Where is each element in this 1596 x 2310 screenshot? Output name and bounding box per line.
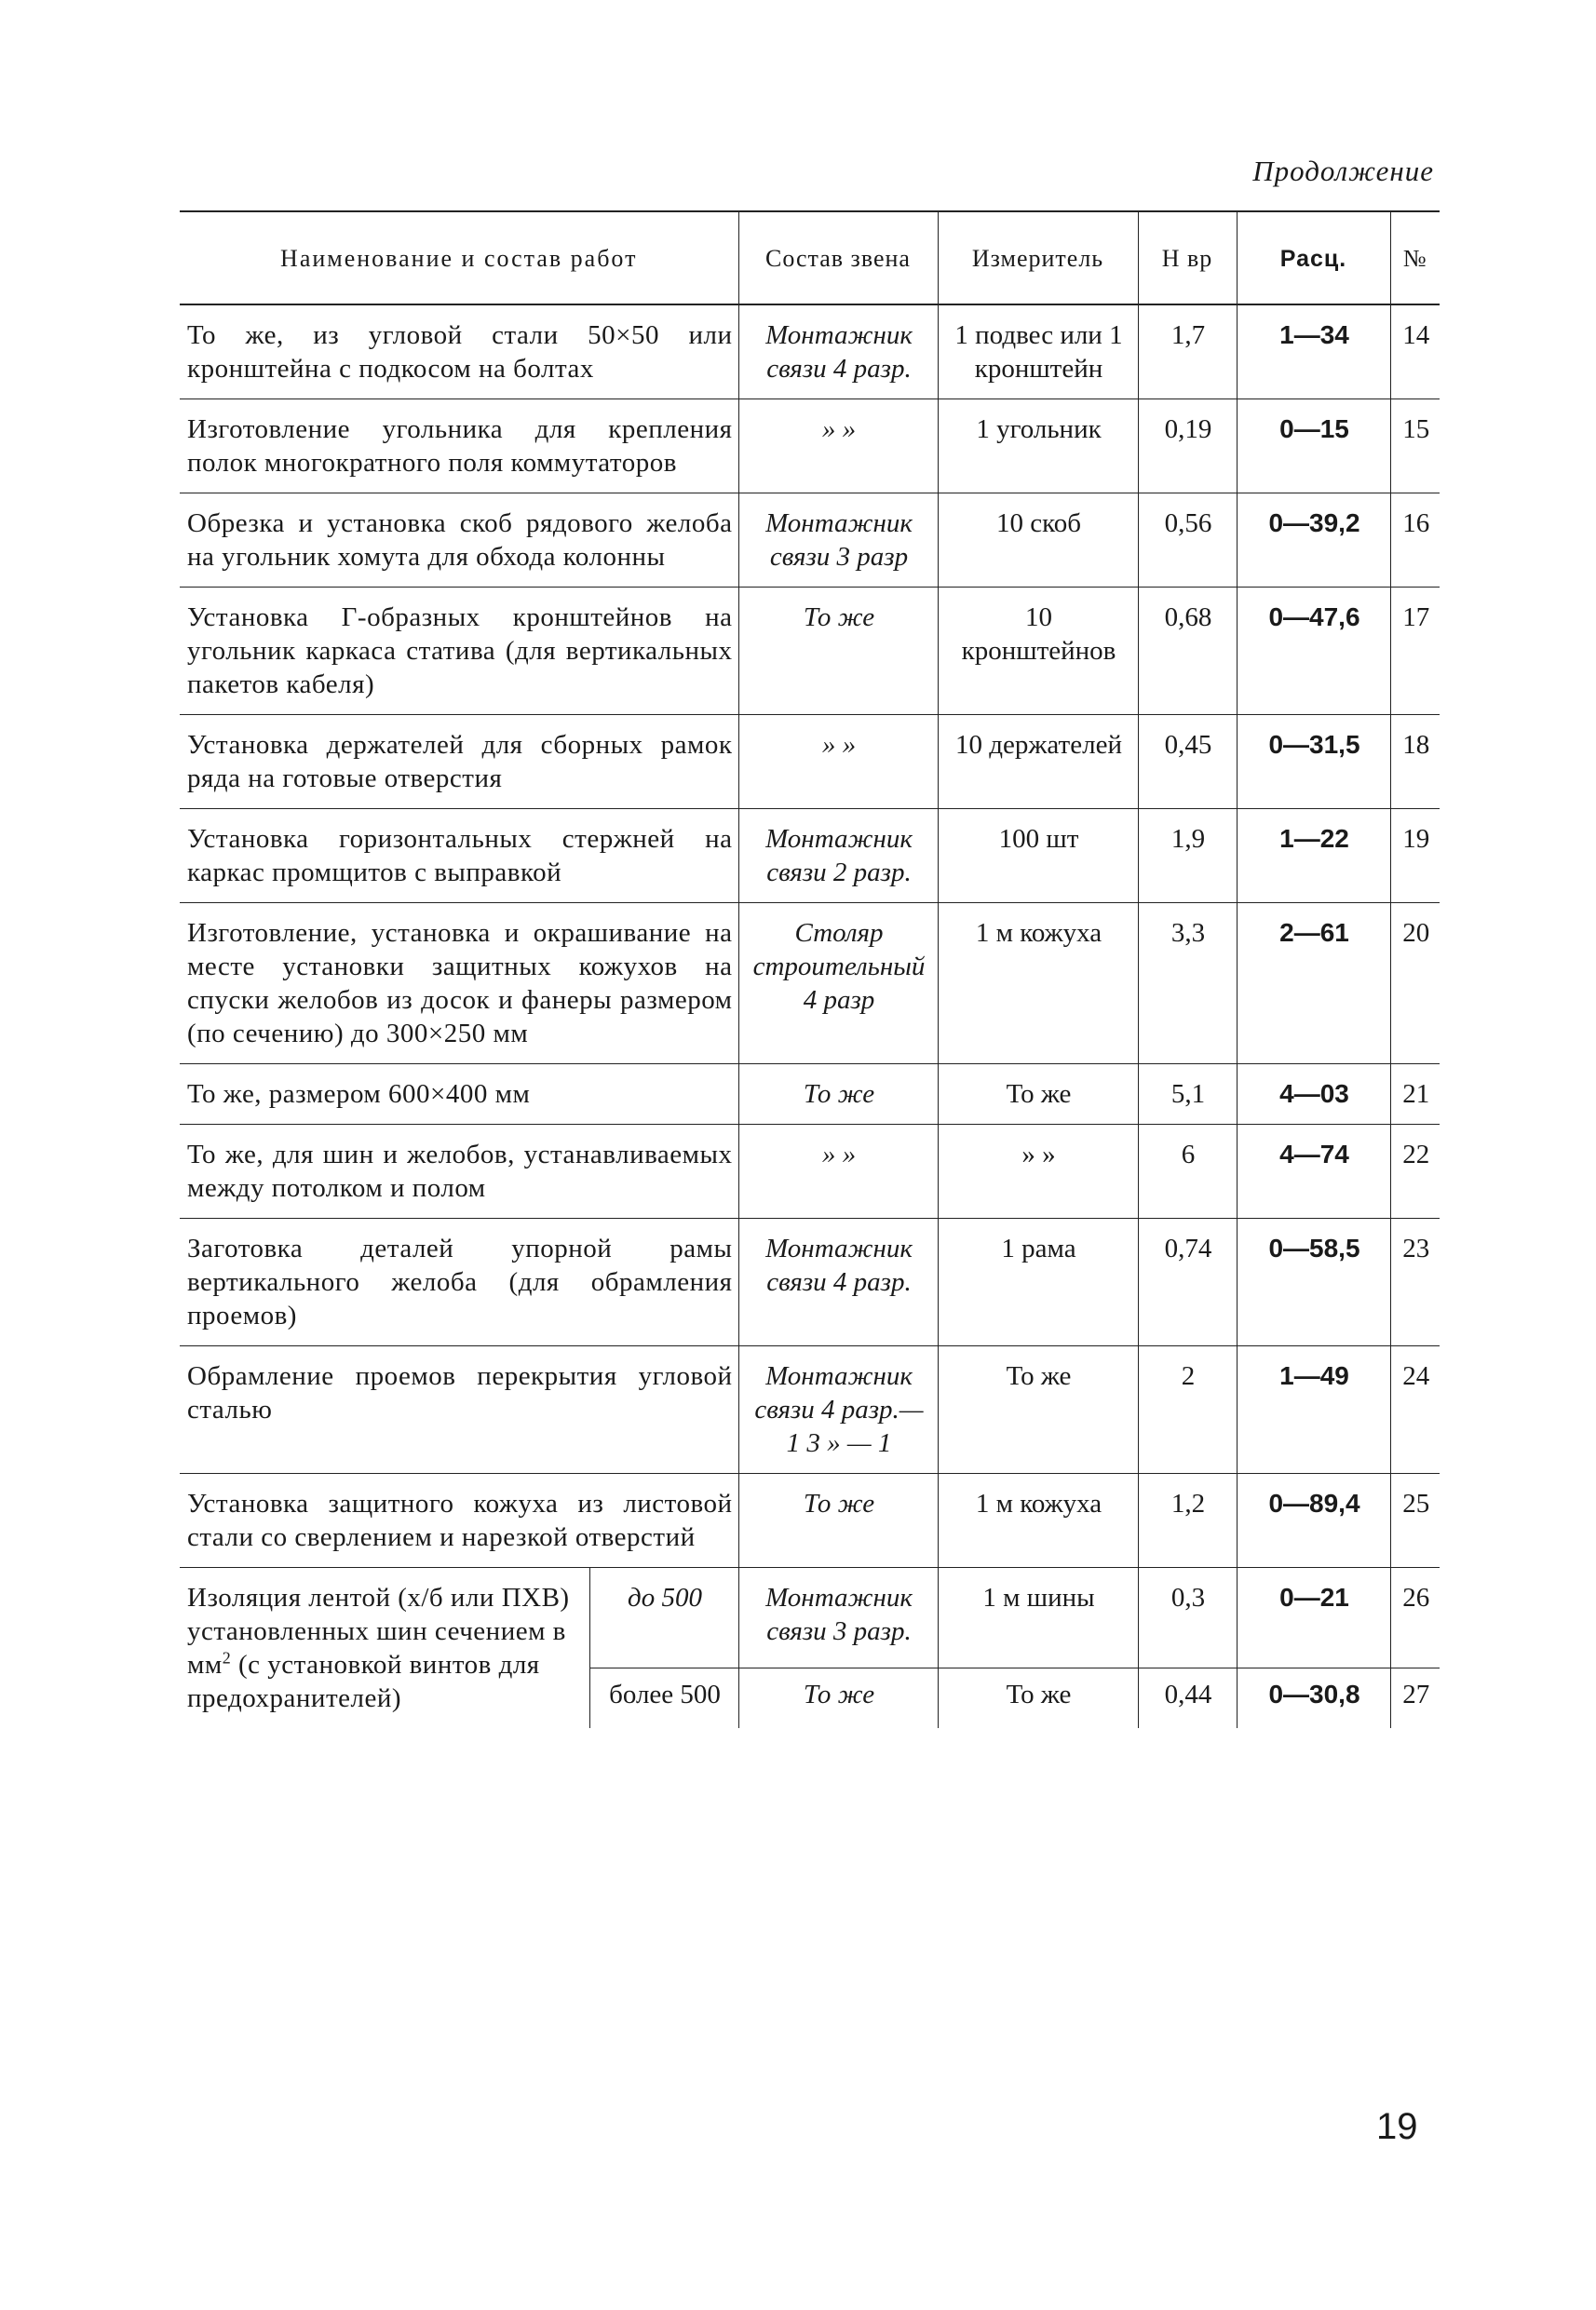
header-work: Наименование и состав работ [180, 211, 738, 304]
row-crew: Монтажник связи 3 разр. [738, 1568, 938, 1668]
row-rate: 2—61 [1237, 903, 1390, 1064]
row-unit: 10 скоб [938, 493, 1138, 588]
row-unit: 10 кронштейнов [938, 588, 1138, 715]
header-crew: Состав звена [738, 211, 938, 304]
row-crew: Монтажник связи 3 разр [738, 493, 938, 588]
row-num: 25 [1390, 1474, 1440, 1568]
row-rate: 0—47,6 [1237, 588, 1390, 715]
row-time: 1,7 [1138, 304, 1237, 399]
row-name: Изготовление угольника для крепления полок многократного поля коммутаторов [180, 399, 738, 493]
row-crew: То же [738, 1064, 938, 1125]
row-name: Установка Г-образных кронштейнов на угольник каркаса статива (для вертикальных пакетов кабеля) [180, 588, 738, 715]
row-subrange: более 500 [589, 1668, 738, 1728]
row-time: 0,19 [1138, 399, 1237, 493]
row-crew: Столяр строительный 4 разр [738, 903, 938, 1064]
row-num: 27 [1390, 1668, 1440, 1728]
row-name-sup: 2 [222, 1648, 232, 1668]
row-crew: Монтажник связи 4 разр. [738, 304, 938, 399]
row-name: Установка защитного кожуха из листовой стали со сверлением и нарезкой отверстий [180, 1474, 738, 1568]
row-num: 26 [1390, 1568, 1440, 1668]
row-time: 0,45 [1138, 715, 1237, 809]
row-rate: 0—30,8 [1237, 1668, 1390, 1728]
row-num: 22 [1390, 1125, 1440, 1219]
header-rate: Расц. [1237, 211, 1390, 304]
table-row [180, 1474, 1440, 1568]
row-time: 1,2 [1138, 1474, 1237, 1568]
row-unit: 1 м шины [938, 1568, 1138, 1668]
row-unit: 100 шт [938, 809, 1138, 903]
row-name: То же, из угловой стали 50×50 или кронштейна с подкосом на болтах [180, 304, 738, 399]
row-unit: То же [938, 1064, 1138, 1125]
header-unit: Измеритель [938, 211, 1138, 304]
table-row [180, 1219, 1440, 1346]
row-unit: 10 держателей [938, 715, 1138, 809]
row-rate: 1—22 [1237, 809, 1390, 903]
row-rate: 0—39,2 [1237, 493, 1390, 588]
row-time: 0,68 [1138, 588, 1237, 715]
row-unit: 1 м кожуха [938, 903, 1138, 1064]
row-rate: 4—03 [1237, 1064, 1390, 1125]
row-time: 2 [1138, 1346, 1237, 1474]
row-name-insulation [180, 1568, 589, 1729]
row-crew: Монтажник связи 4 разр. [738, 1219, 938, 1346]
row-name: Изготовление, установка и окрашивание на месте установки защитных кожухов на спуски желобов из досок и фанеры размером (по сечению) до 300×250 мм [180, 903, 738, 1064]
header-row [180, 211, 1440, 304]
table-row [180, 1064, 1440, 1125]
row-num: 18 [1390, 715, 1440, 809]
row-rate: 1—34 [1237, 304, 1390, 399]
row-rate: 0—21 [1237, 1568, 1390, 1668]
row-unit: То же [938, 1346, 1138, 1474]
row-unit: 1 угольник [938, 399, 1138, 493]
row-rate: 0—15 [1237, 399, 1390, 493]
table-row [180, 304, 1440, 399]
table-row [180, 588, 1440, 715]
table-row [180, 1568, 1440, 1668]
row-num: 15 [1390, 399, 1440, 493]
row-num: 23 [1390, 1219, 1440, 1346]
row-rate: 0—31,5 [1237, 715, 1390, 809]
table-row [180, 493, 1440, 588]
row-rate: 4—74 [1237, 1125, 1390, 1219]
row-name: Обрезка и установка скоб рядового желоба на угольник хомута для обхода колонны [180, 493, 738, 588]
table-row [180, 1125, 1440, 1219]
row-time: 0,56 [1138, 493, 1237, 588]
row-time: 6 [1138, 1125, 1237, 1219]
row-crew: То же [738, 588, 938, 715]
row-name-part2: (с установкой винтов для предохранителей) [187, 1650, 540, 1713]
row-num: 16 [1390, 493, 1440, 588]
row-crew: Монтажник связи 2 разр. [738, 809, 938, 903]
table-row [180, 1346, 1440, 1474]
row-rate: 1—49 [1237, 1346, 1390, 1474]
row-crew: То же [738, 1668, 938, 1728]
table-row [180, 809, 1440, 903]
row-rate: 0—89,4 [1237, 1474, 1390, 1568]
row-num: 19 [1390, 809, 1440, 903]
row-time: 0,44 [1138, 1668, 1237, 1728]
row-unit: 1 рама [938, 1219, 1138, 1346]
row-crew: Монтажник связи 4 разр.— 1 3 » — 1 [738, 1346, 938, 1474]
row-time: 3,3 [1138, 903, 1237, 1064]
row-time: 5,1 [1138, 1064, 1237, 1125]
norms-table [180, 210, 1440, 1728]
row-time: 1,9 [1138, 809, 1237, 903]
row-num: 17 [1390, 588, 1440, 715]
page-number: 19 [1376, 2106, 1418, 2147]
row-num: 21 [1390, 1064, 1440, 1125]
row-num: 24 [1390, 1346, 1440, 1474]
continuation-label: Продолжение [1252, 155, 1434, 187]
row-name: Обрамление проемов перекрытия угловой сталью [180, 1346, 738, 1474]
table-row [180, 715, 1440, 809]
row-crew: То же [738, 1474, 938, 1568]
header-time: Н вр [1138, 211, 1237, 304]
row-time: 0,3 [1138, 1568, 1237, 1668]
row-name: То же, для шин и желобов, устанавливаемых между потолком и полом [180, 1125, 738, 1219]
row-unit: 1 м кожуха [938, 1474, 1138, 1568]
row-subrange: до 500 [589, 1568, 738, 1668]
row-rate: 0—58,5 [1237, 1219, 1390, 1346]
row-crew: » » [738, 1125, 938, 1219]
row-time: 0,74 [1138, 1219, 1237, 1346]
row-name: Установка горизонтальных стержней на каркас промщитов с выправкой [180, 809, 738, 903]
row-name: То же, размером 600×400 мм [180, 1064, 738, 1125]
row-name: Установка держателей для сборных рамок ряда на готовые отверстия [180, 715, 738, 809]
row-name-part1: Изоляция лентой (х/б или ПХВ) установленных шин сечением в мм [187, 1583, 570, 1680]
row-num: 20 [1390, 903, 1440, 1064]
header-num: № [1390, 211, 1440, 304]
row-unit: То же [938, 1668, 1138, 1728]
table-row [180, 903, 1440, 1064]
row-crew: » » [738, 715, 938, 809]
row-crew: » » [738, 399, 938, 493]
row-unit: 1 подвес или 1 кронштейн [938, 304, 1138, 399]
row-num: 14 [1390, 304, 1440, 399]
table-row [180, 399, 1440, 493]
row-unit: » » [938, 1125, 1138, 1219]
row-name: Заготовка деталей упорной рамы вертикального желоба (для обрамления проемов) [180, 1219, 738, 1346]
